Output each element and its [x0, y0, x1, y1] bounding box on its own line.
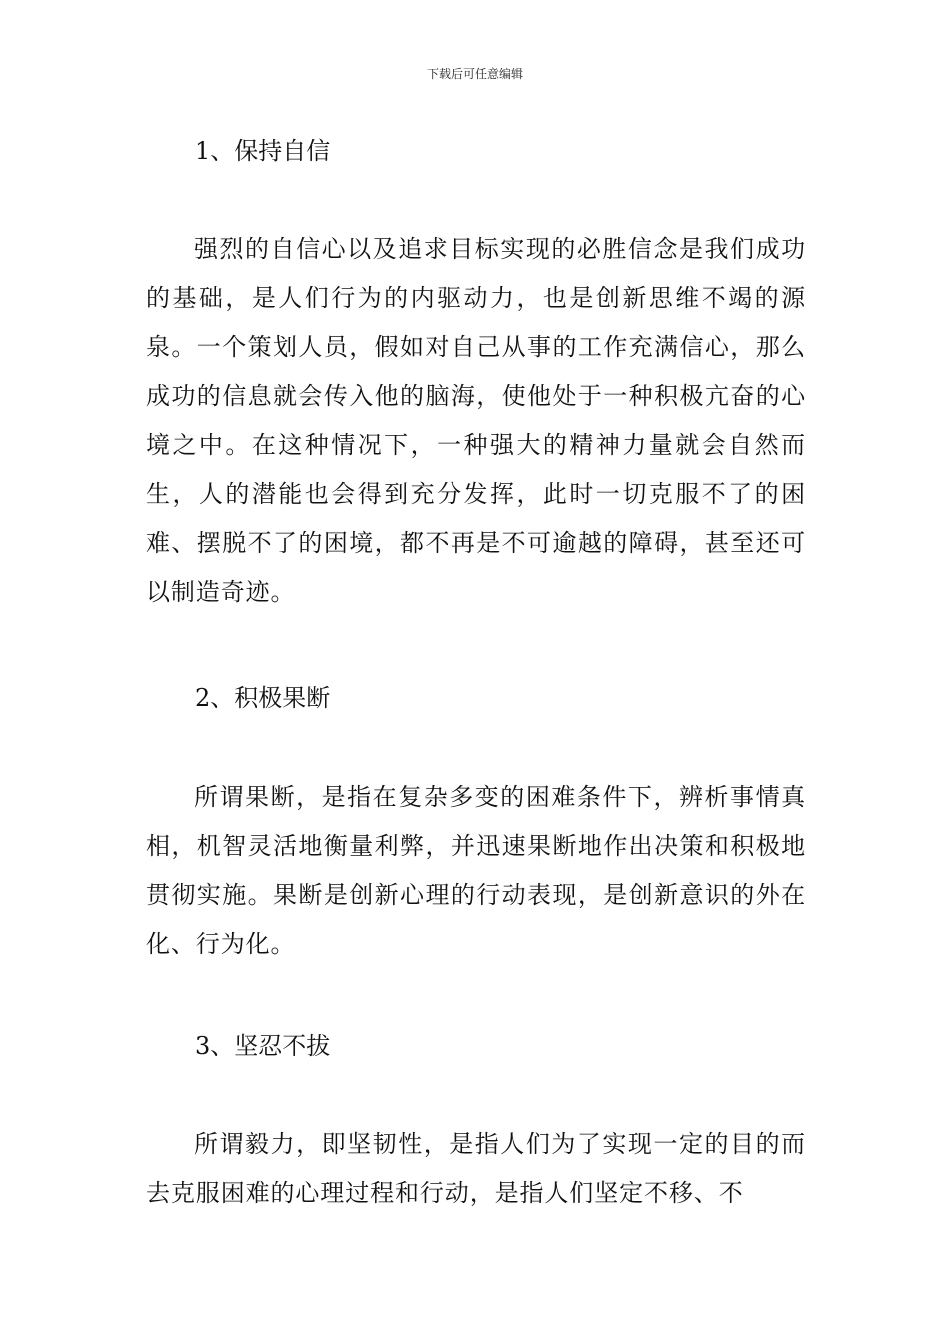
section-body-3: 所谓毅力，即坚韧性，是指人们为了实现一定的目的而去克服困难的心理过程和行动，是指人们坚定不移、不 [146, 1130, 806, 1207]
section-body-2: 所谓果断，是指在复杂多变的困难条件下，辨析事情真相，机智灵活地衡量利弊，并迅速果断地作出决策和积极地贯彻实施。果断是创新心理的行动表现，是创新意识的外在化、行为化。 [146, 783, 806, 958]
section-heading-1: 1、保持自信 [195, 137, 331, 165]
section-heading-2: 2、积极果断 [195, 684, 331, 712]
section-heading-3: 3、坚忍不拔 [195, 1032, 331, 1060]
page-header: 下载后可任意编辑 [426, 67, 523, 81]
section-body-1: 强烈的自信心以及追求目标实现的必胜信念是我们成功的基础，是人们行为的内驱动力，也是创新思维不竭的源泉。一个策划人员，假如对自己从事的工作充满信心，那么成功的信息就会传入他的脑海，使他处于一种积极亢奋的心境之中。在这种情况下，一种强大的精神力量就会自然而生，人的潜能也会得到充分发挥，此时一切克服不了的困难、摆脱不了的困境，都不再是不可逾越的障碍，甚至还可以制造奇迹。 [146, 235, 806, 606]
